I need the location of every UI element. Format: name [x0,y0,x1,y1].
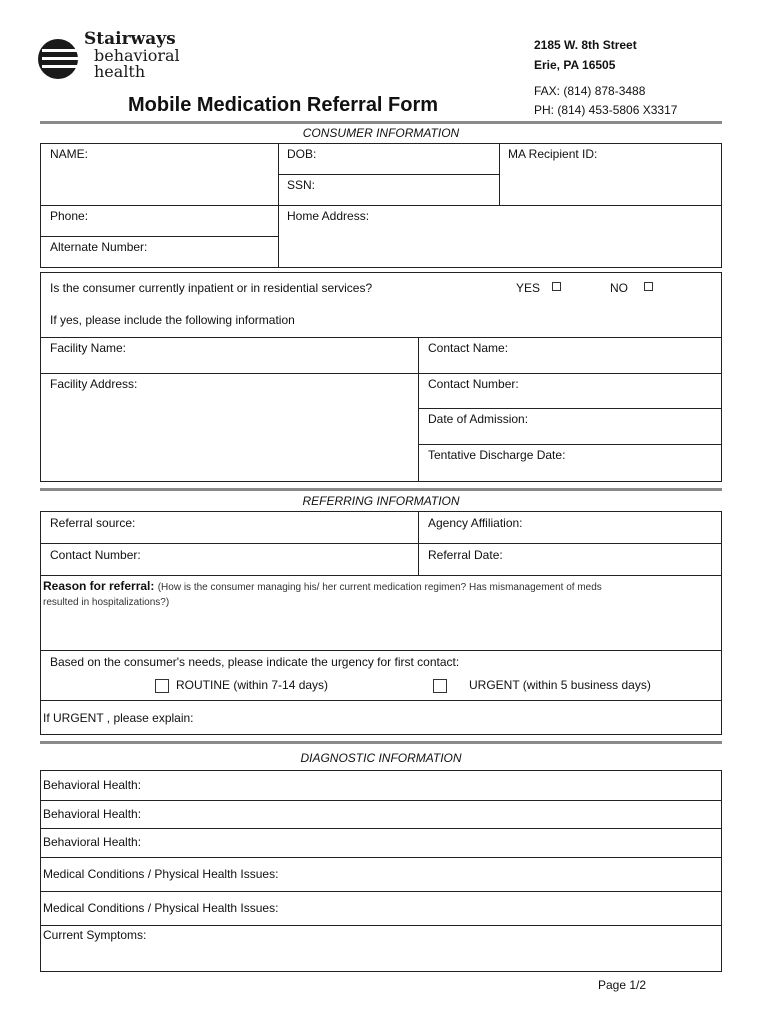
referral-source-field[interactable]: Referral source: [50,516,136,530]
agency-affiliation-field[interactable]: Agency Affiliation: [428,516,523,530]
yes-label: YES [516,281,541,295]
section-divider-diagnostic [40,741,722,744]
section-title-referring: REFERRING INFORMATION [302,494,460,508]
consumer-name-field[interactable]: NAME: [50,147,89,161]
behavioral-health-field-1[interactable]: Behavioral Health: [43,778,142,792]
logo-line-3: health [94,62,146,81]
yes-checkbox[interactable] [552,282,561,291]
current-symptoms-field[interactable]: Current Symptoms: [43,928,147,942]
routine-label: ROUTINE (within 7-14 days) [176,678,329,692]
alternate-number-field[interactable]: Alternate Number: [50,240,148,254]
urgent-label: URGENT (within 5 business days) [469,678,651,692]
section-title-diagnostic: DIAGNOSTIC INFORMATION [300,751,462,765]
contact-name-field[interactable]: Contact Name: [428,341,509,355]
fax-number: FAX: (814) 878-3488 [534,84,646,98]
phone-field[interactable]: Phone: [50,209,89,223]
referral-date-field[interactable]: Referral Date: [428,548,503,562]
referring-contact-number-field[interactable]: Contact Number: [50,548,141,562]
phone-number: PH: (814) 453-5806 X3317 [534,103,678,117]
medical-conditions-field-1[interactable]: Medical Conditions / Physical Health Issues: [43,867,279,881]
ssn-field[interactable]: SSN: [287,178,316,192]
no-checkbox[interactable] [644,282,653,291]
logo-line-2: behavioral [94,46,180,65]
logo-swoosh-icon [38,36,82,82]
behavioral-health-field-3[interactable]: Behavioral Health: [43,835,142,849]
reason-hint-1: (How is the consumer managing his/ her current medication regimen? Has mismanagement of meds [157,582,602,593]
behavioral-health-field-2[interactable]: Behavioral Health: [43,807,142,821]
discharge-date-field[interactable]: Tentative Discharge Date: [428,448,566,462]
inpatient-box [40,272,722,482]
inpatient-question: Is the consumer currently inpatient or in residential services? [50,281,373,295]
ma-recipient-id-field[interactable]: MA Recipient ID: [508,147,598,161]
address-line-2: Erie, PA 16505 [534,58,616,72]
urgency-prompt: Based on the consumer's needs, please indicate the urgency for first contact: [50,655,460,669]
reason-for-referral-field[interactable] [43,579,602,593]
address-line-1: 2185 W. 8th Street [534,38,637,52]
dob-field[interactable]: DOB: [287,147,317,161]
logo [38,29,188,84]
medical-conditions-field-2[interactable]: Medical Conditions / Physical Health Issues: [43,901,279,915]
routine-checkbox[interactable] [155,679,169,693]
admission-date-field[interactable]: Date of Admission: [428,412,529,426]
form-title: Mobile Medication Referral Form [128,94,439,116]
logo-line-1: Stairways [84,29,176,49]
contact-number-field[interactable]: Contact Number: [428,377,519,391]
facility-address-field[interactable]: Facility Address: [50,377,138,391]
if-yes-instruction: If yes, please include the following information [50,313,295,327]
section-divider-referring [40,488,722,491]
reason-hint-2: resulted in hospitalizations?) [43,597,170,608]
header-divider [40,121,722,124]
reason-label: Reason for referral: [43,579,155,593]
urgent-explanation-field[interactable]: If URGENT , please explain: [43,711,194,725]
facility-name-field[interactable]: Facility Name: [50,341,127,355]
section-title-consumer: CONSUMER INFORMATION [302,126,460,140]
urgent-checkbox[interactable] [433,679,447,693]
page-number: Page 1/2 [598,978,647,992]
home-address-field[interactable]: Home Address: [287,209,370,223]
no-label: NO [610,281,628,295]
referring-box [40,511,722,735]
